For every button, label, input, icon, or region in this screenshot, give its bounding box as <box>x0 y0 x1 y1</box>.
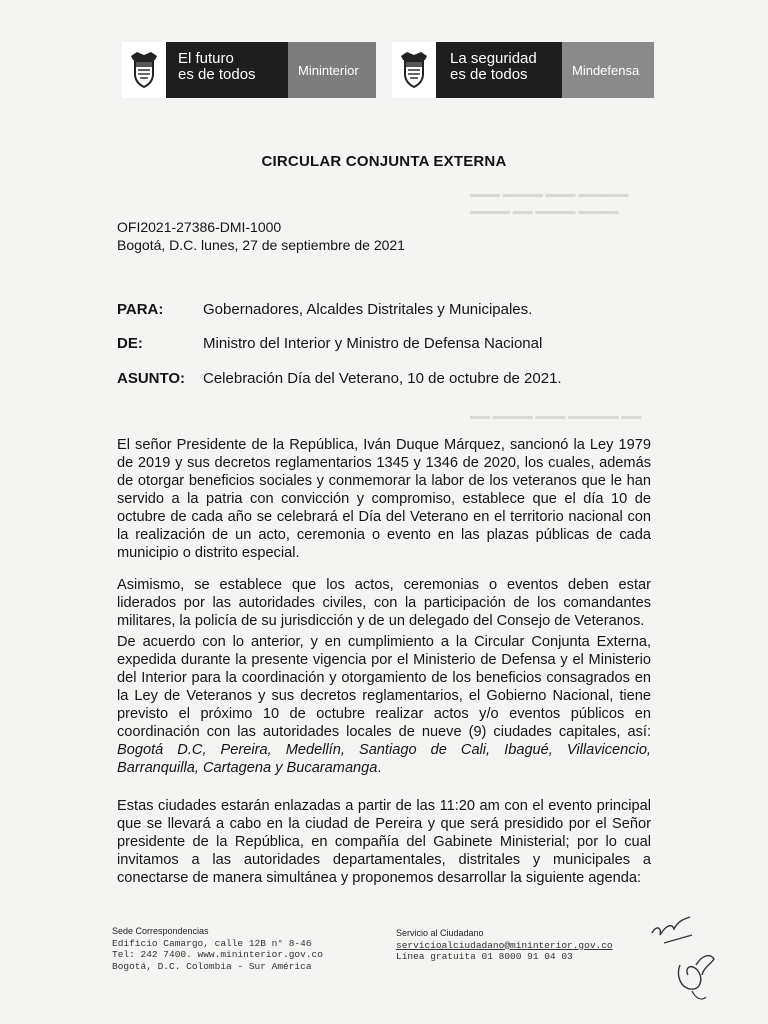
ministry-label: Mininterior <box>288 42 376 98</box>
field-key: DE: <box>117 335 143 352</box>
paragraph-text <box>117 633 651 777</box>
date-line: Bogotá, D.C. lunes, 27 de septiembre de 2021 <box>117 237 405 253</box>
bleed-through-marks: ▬▬▬ ▬▬▬▬ ▬▬▬ ▬▬▬▬▬ <box>470 189 629 200</box>
slogan-line: La seguridad <box>450 50 537 67</box>
paragraph-text-main: De acuerdo con lo anterior, y en cumplimiento a la Circular Conjunta Externa, expedida durante la presente vigencia por el Ministerio de Defensa y el Ministerio del Interior para la coordinación y otorgamiento de los beneficios consagrados en la Ley de Veteranos y sus decretos reglamentarios, el Gobierno Nacional, tiene previsto el próximo 10 de octubre realizar actos y/o eventos públicos en coordinación con las autoridades locales de nueve (9) ciudades capitales, así: <box>117 634 651 740</box>
field-key: PARA: <box>117 301 164 318</box>
bleed-through-marks: ▬▬▬▬ ▬▬ ▬▬▬▬ ▬▬▬▬ <box>470 206 619 217</box>
reference-number: OFI2021-27386-DMI-1000 <box>117 219 282 235</box>
document-title: CIRCULAR CONJUNTA EXTERNA <box>261 153 507 170</box>
coat-of-arms-icon <box>392 42 436 98</box>
slogan-line: es de todos <box>450 66 528 83</box>
footer-heading: Servicio al Ciudadano <box>396 928 484 938</box>
cities-list: Bogotá D.C, Pereira, Medellín, Santiago de Cali, Ibagué, Villavicencio, Barranquilla, Cartagena y Bucaramanga <box>117 742 651 776</box>
coat-of-arms-icon <box>122 42 166 98</box>
footer-city: Bogotá, D.C. Colombia - Sur América <box>112 960 312 972</box>
footer-email-link[interactable]: servicioalciudadano@mininterior.gov.co <box>396 939 613 951</box>
field-value: Celebración Día del Veterano, 10 de octubre de 2021. <box>203 370 562 387</box>
field-key: ASUNTO: <box>117 370 186 387</box>
field-para <box>117 301 532 318</box>
field-value: Gobernadores, Alcaldes Distritales y Municipales. <box>203 301 533 318</box>
bleed-through-marks: ▬▬ ▬▬▬▬ ▬▬▬ ▬▬▬▬▬ ▬▬ <box>470 411 642 422</box>
mindefensa-logo <box>392 42 654 98</box>
paragraph-2 <box>117 576 651 630</box>
paragraph-4 <box>117 797 651 887</box>
paragraph-text: El señor Presidente de la República, Iván Duque Márquez, sancionó la Ley 1979 de 2019 y sus decretos reglamentarios 1345 y 1346 de 2020, los cuales, además de otorgar beneficios sociales y conmemorar la labor de los veteranos que le han servido a la patria con convicción y compromiso, establece que el día 10 de octubre de cada año se celebrará el Día del Veterano en el territorio nacional con la realización de un acto, ceremonia o evento en las plazas públicas de cada municipio o distrito especial. <box>117 437 651 561</box>
paragraph-text: Asimismo, se establece que los actos, ceremonias o eventos deben estar liderados por las autoridades civiles, con la participación de los comandantes militares, la policía de su jurisdicción y de un delegado del Consejo de Veteranos. <box>117 577 651 629</box>
mininterior-logo <box>122 42 376 98</box>
footer-hotline: Línea gratuita 01 8000 91 04 03 <box>396 951 573 962</box>
footer-phone-web: Tel: 242 7400. www.mininterior.gov.co <box>112 949 323 960</box>
paragraph-3 <box>117 633 651 777</box>
footer-citizen-service <box>396 928 613 963</box>
footer-address: Edificio Camargo, calle 12B n° 8-46 <box>112 937 312 949</box>
ministry-label: Mindefensa <box>562 42 654 98</box>
paragraph-text: Estas ciudades estarán enlazadas a partir de las 11:20 am con el evento principal que se llevará a cabo en la ciudad de Pereira y que será presidido por el Señor presidente de la República, en compañía del Gabinete Ministerial; por lo cual invitamos a las autoridades departamentales, distritales y municipales a conectarse de manera simultánea y proponemos desarrollar la siguiente agenda: <box>117 798 651 886</box>
field-de <box>117 335 542 352</box>
slogan <box>166 42 288 98</box>
slogan-line: es de todos <box>178 66 256 83</box>
handwritten-initials-icon <box>640 905 750 1015</box>
footer-heading: Sede Correspondencias <box>112 926 209 936</box>
slogan <box>436 42 562 98</box>
field-asunto <box>117 370 562 387</box>
reference-block <box>117 218 405 254</box>
field-value: Ministro del Interior y Ministro de Defensa Nacional <box>203 335 543 352</box>
paragraph-1 <box>117 436 651 562</box>
slogan-line: El futuro <box>178 50 234 67</box>
footer-correspondence <box>112 926 323 972</box>
paragraph-end: . <box>377 760 382 776</box>
